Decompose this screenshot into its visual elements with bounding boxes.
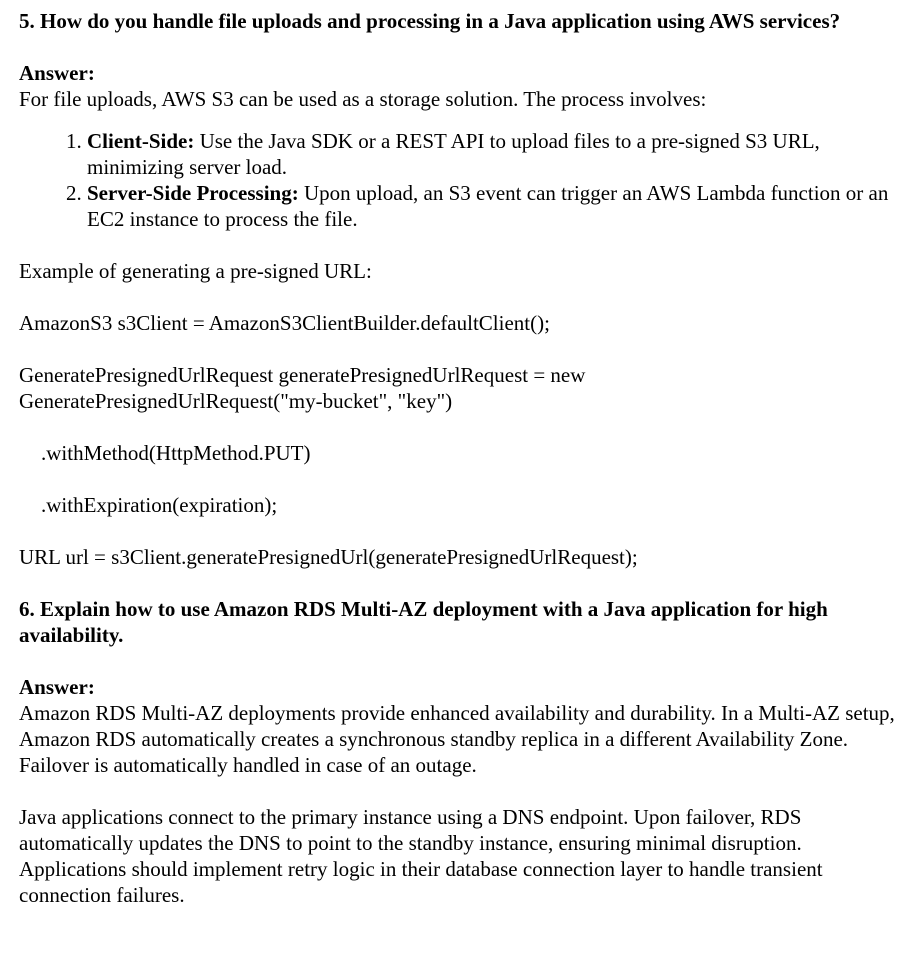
- answer-label: Answer:: [19, 61, 95, 85]
- question-5-title: 5. How do you handle file uploads and processing in a Java application using AWS services?: [19, 9, 841, 33]
- steps-list: [19, 128, 899, 232]
- answer-paragraph: Java applications connect to the primary instance using a DNS endpoint. Upon failover, RDS automatically updates the DNS to point to the standby instance, ensuring minimal disruption. Applications should implement retry logic in their database connection layer to handle transient connection failures.: [19, 805, 823, 907]
- question-6: [19, 596, 899, 908]
- step-label: Client-Side:: [87, 129, 195, 153]
- step-label: Server-Side Processing:: [87, 181, 299, 205]
- answer-paragraph: Amazon RDS Multi-AZ deployments provide enhanced availability and durability. In a Multi-AZ setup, Amazon RDS automatically creates a synchronous standby replica in a different Availability Zone. Failover is automatically handled in case of an outage.: [19, 701, 895, 777]
- code-line: GeneratePresignedUrlRequest generatePresignedUrlRequest = new: [19, 363, 586, 387]
- question-6-title: 6. Explain how to use Amazon RDS Multi-AZ deployment with a Java application for high availability.: [19, 597, 828, 647]
- code-line: URL url = s3Client.generatePresignedUrl(generatePresignedUrlRequest);: [19, 545, 638, 569]
- example-intro: Example of generating a pre-signed URL:: [19, 259, 372, 283]
- question-5: [19, 8, 899, 570]
- step-text: Use the Java SDK or a REST API to upload files to a pre-signed S3 URL, minimizing server load.: [87, 129, 820, 179]
- code-line: .withMethod(HttpMethod.PUT): [41, 441, 311, 465]
- code-line: AmazonS3 s3Client = AmazonS3ClientBuilder.defaultClient();: [19, 311, 550, 335]
- code-line: .withExpiration(expiration);: [41, 493, 278, 517]
- code-line: GeneratePresignedUrlRequest("my-bucket", "key"): [19, 389, 453, 413]
- step-text: Upon upload, an S3 event can trigger an AWS Lambda function or an EC2 instance to process the file.: [87, 181, 889, 231]
- list-item: [87, 128, 899, 180]
- answer-intro: For file uploads, AWS S3 can be used as a storage solution. The process involves:: [19, 87, 707, 111]
- answer-label: Answer:: [19, 675, 95, 699]
- list-item: [87, 180, 899, 232]
